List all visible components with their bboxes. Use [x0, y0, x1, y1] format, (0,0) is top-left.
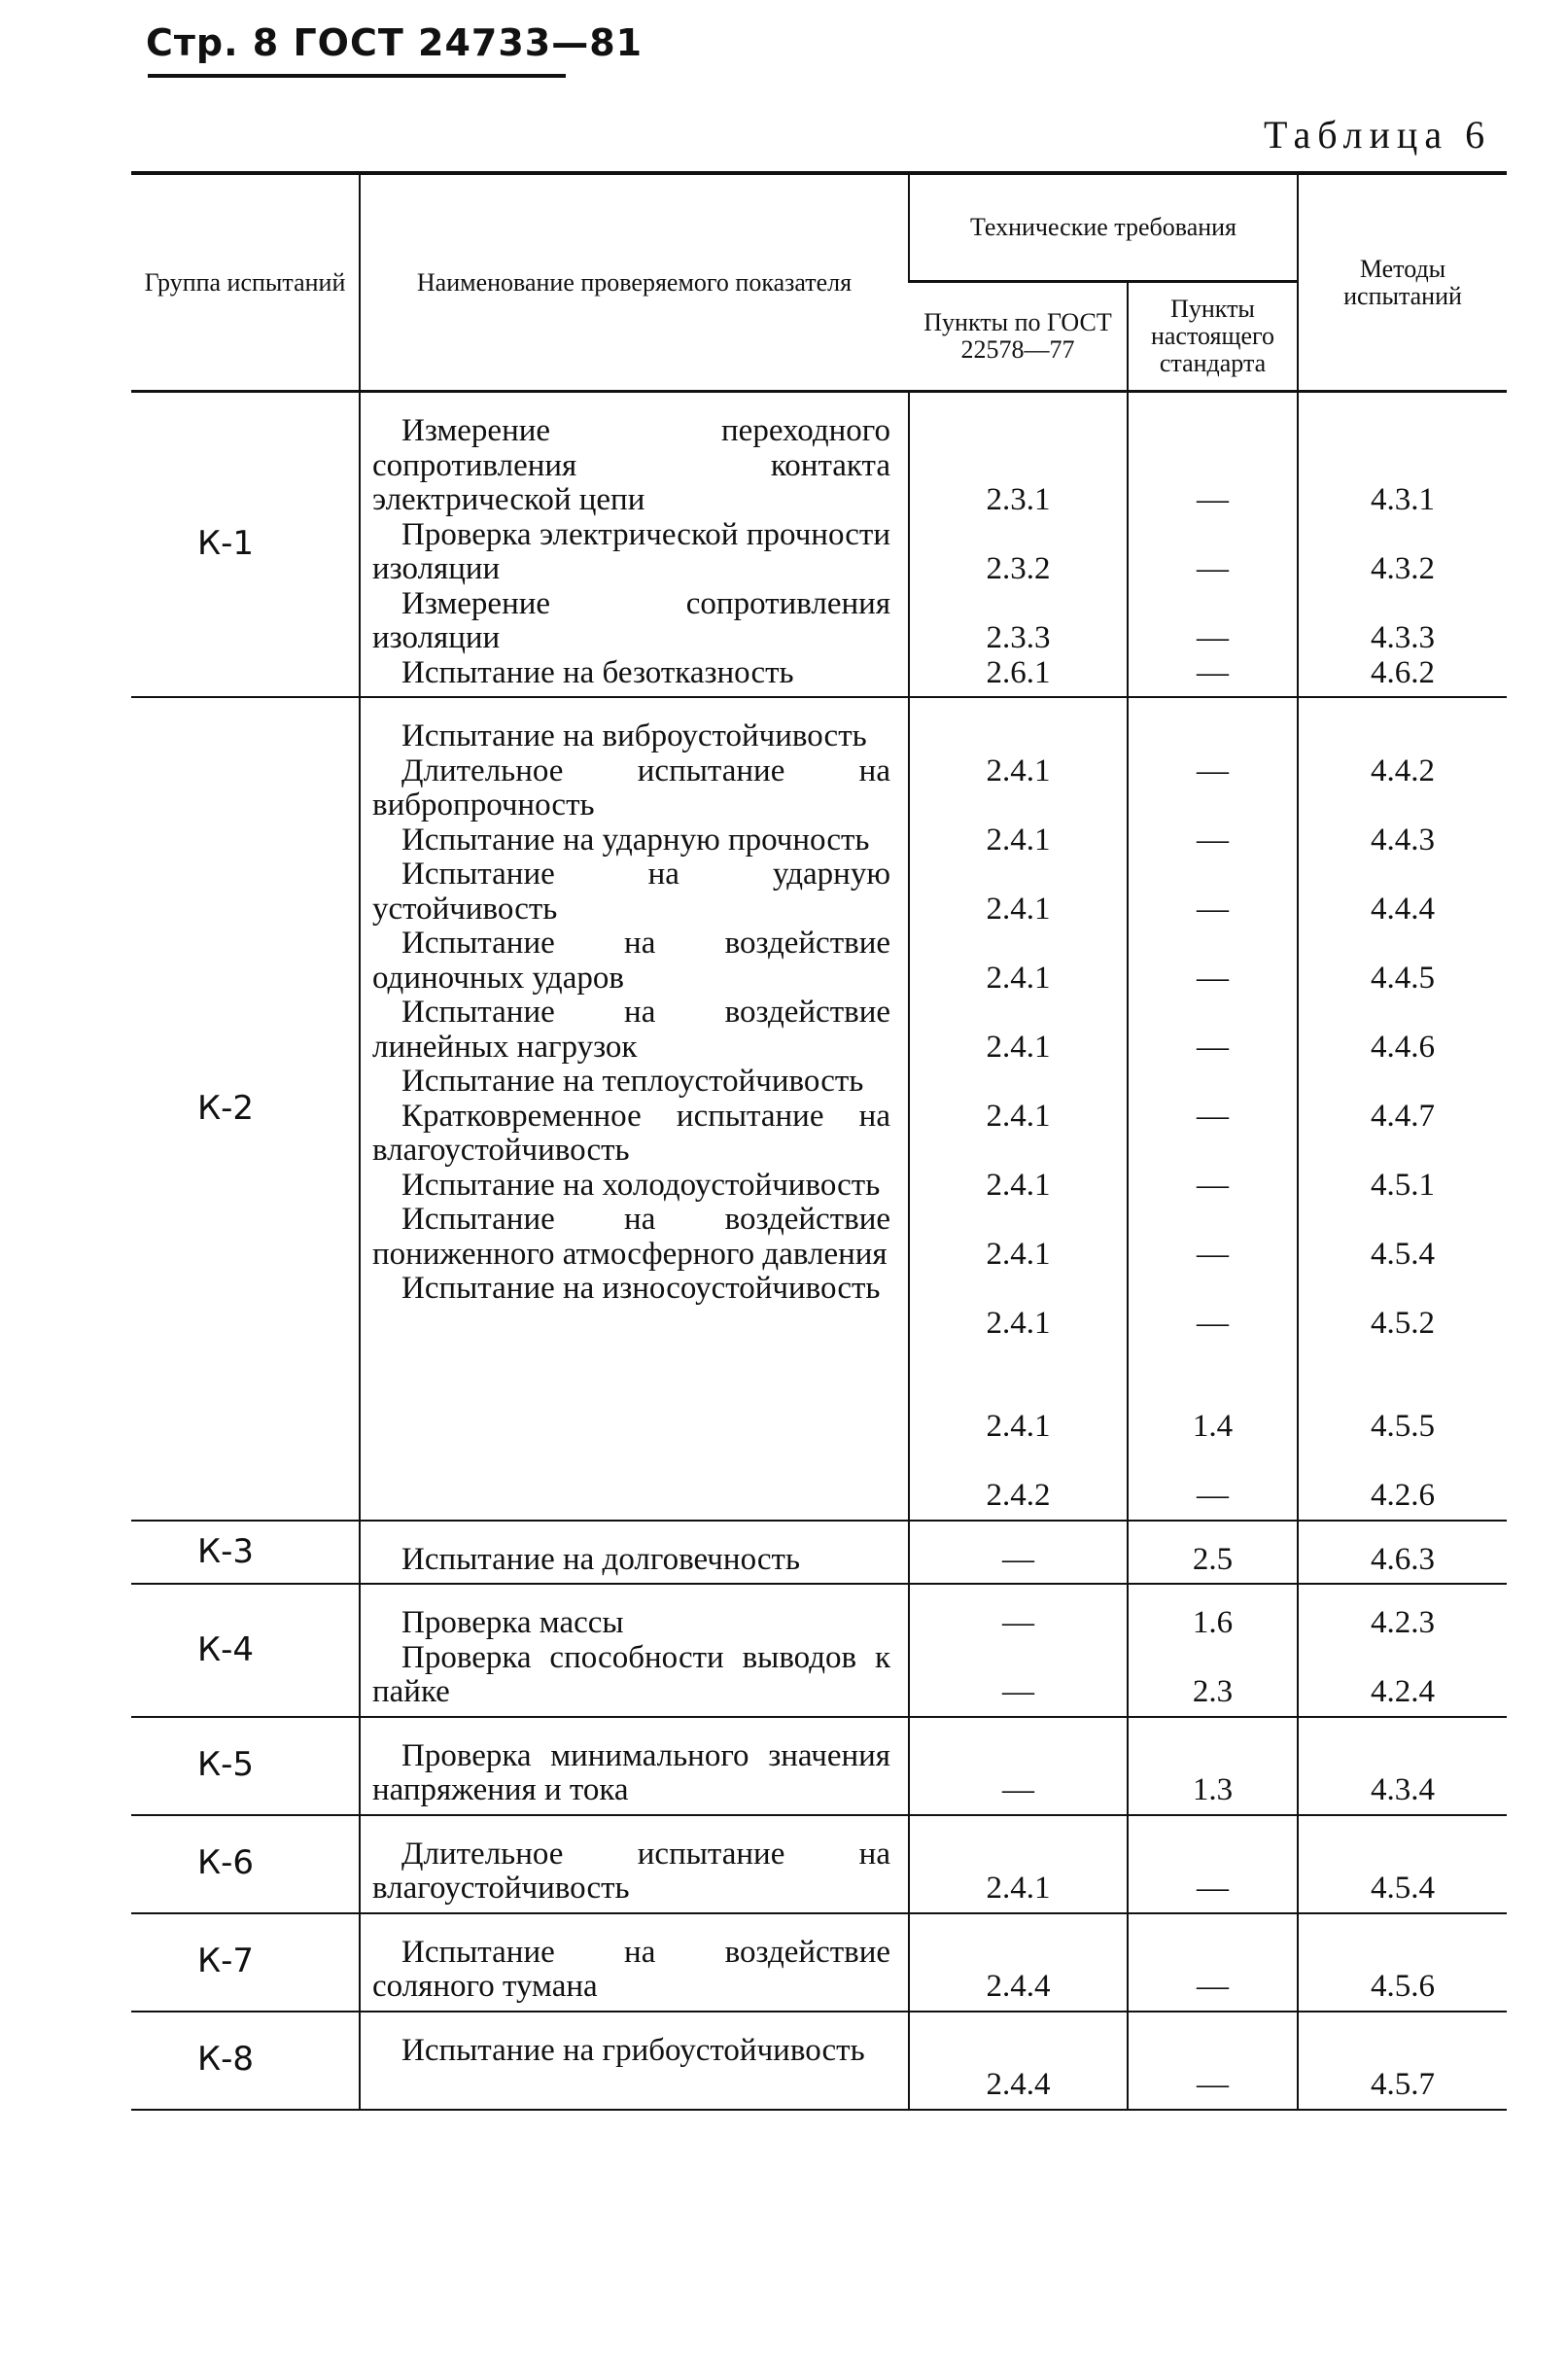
- name-cell: [360, 2012, 909, 2110]
- group-cell: К-5: [131, 1717, 360, 1815]
- name-cell: [360, 1815, 909, 1913]
- std-value: —: [1197, 1969, 1229, 2004]
- methods-value: 4.5.1: [1371, 1167, 1436, 1203]
- gost-cell: [909, 697, 1128, 1521]
- methods-cell: [1298, 1521, 1507, 1585]
- col-header-name: Наименование проверяемого показателя: [360, 173, 909, 392]
- methods-value: 4.5.4: [1371, 1236, 1436, 1272]
- std-value: —: [1197, 482, 1229, 517]
- name-cell: [360, 1717, 909, 1815]
- gost-value: 2.3.2: [986, 551, 1051, 586]
- methods-value: 4.2.6: [1371, 1478, 1436, 1513]
- col-header-group: Группа испытаний: [131, 173, 360, 392]
- methods-value: 4.4.6: [1371, 1029, 1436, 1065]
- table-row: [131, 1521, 1507, 1585]
- gost-value: 2.3.1: [986, 482, 1051, 517]
- test-name: Испытание на ударную прочность: [401, 822, 870, 858]
- gost-cell: [909, 1717, 1128, 1815]
- col-header-std: Пункты настоящего стандарта: [1128, 282, 1298, 392]
- std-cell: [1128, 1913, 1298, 2012]
- table-row: [131, 392, 1507, 698]
- gost-value: —: [1002, 1772, 1034, 1807]
- gost-value: 2.4.1: [986, 1167, 1051, 1203]
- std-value: —: [1197, 1478, 1229, 1513]
- table-row: [131, 697, 1507, 1521]
- gost-value: 2.4.4: [986, 1969, 1051, 2004]
- test-name: Испытание на виброустойчивость: [401, 718, 867, 753]
- table-head: [131, 173, 1507, 392]
- std-value: 1.4: [1192, 1409, 1234, 1444]
- test-name: Испытание на теплоустойчивость: [401, 1064, 864, 1099]
- methods-value: 4.6.2: [1371, 654, 1436, 690]
- gost-value: 2.4.1: [986, 891, 1051, 927]
- methods-cell: [1298, 697, 1507, 1521]
- std-value: —: [1197, 960, 1229, 996]
- gost-cell: [909, 1913, 1128, 2012]
- gost-value: 2.4.1: [986, 1098, 1051, 1134]
- gost-cell: [909, 1584, 1128, 1717]
- std-value: 2.3: [1192, 1674, 1234, 1709]
- methods-value: 4.3.1: [1371, 482, 1436, 517]
- std-cell: [1128, 392, 1298, 698]
- test-name: Проверка минимального значения напряжения и тока: [372, 1737, 890, 1807]
- group-cell: К-3: [131, 1521, 360, 1585]
- methods-value: 4.3.2: [1371, 551, 1436, 586]
- std-value: —: [1197, 551, 1229, 586]
- std-value: —: [1197, 620, 1229, 655]
- test-name: Кратковременное испытание на влагоустойчивость: [372, 1098, 890, 1168]
- test-name: Испытание на безотказность: [401, 654, 794, 690]
- gost-value: 2.4.1: [986, 1871, 1051, 1906]
- std-cell: [1128, 1584, 1298, 1717]
- gost-value: 2.4.4: [986, 2067, 1051, 2102]
- std-value: 1.3: [1192, 1772, 1234, 1807]
- test-name: Испытание на воздействие одиночных ударов: [372, 926, 890, 996]
- table-row: [131, 1913, 1507, 2012]
- table-row: [131, 1584, 1507, 1717]
- std-value: 1.6: [1192, 1605, 1234, 1640]
- std-value: —: [1197, 1871, 1229, 1906]
- test-name: Проверка способности выводов к пайке: [372, 1639, 890, 1709]
- test-name: Измерение переходного сопротивления контакта электрической цепи: [372, 413, 890, 517]
- std-value: —: [1197, 1098, 1229, 1134]
- gost-cell: [909, 392, 1128, 698]
- name-cell: [360, 392, 909, 698]
- methods-value: 4.4.4: [1371, 891, 1436, 927]
- std-cell: [1128, 2012, 1298, 2110]
- std-value: —: [1197, 1305, 1229, 1341]
- std-cell: [1128, 1521, 1298, 1585]
- page-header-text: Стр. 8 ГОСТ 24733—81: [146, 21, 644, 64]
- gost-value: 2.4.1: [986, 960, 1051, 996]
- methods-value: 4.2.4: [1371, 1674, 1436, 1709]
- test-table: [131, 171, 1507, 2111]
- name-cell: [360, 1584, 909, 1717]
- methods-value: 4.5.5: [1371, 1409, 1436, 1444]
- test-name: Испытание на воздействие пониженного атмосферного давления: [372, 1202, 890, 1272]
- methods-value: 4.5.4: [1371, 1871, 1436, 1906]
- methods-cell: [1298, 1717, 1507, 1815]
- group-cell: К-2: [131, 697, 360, 1521]
- test-name: Измерение сопротивления изоляции: [372, 585, 890, 655]
- methods-cell: [1298, 1584, 1507, 1717]
- test-name: Длительное испытание на вибропрочность: [372, 752, 890, 822]
- std-cell: [1128, 697, 1298, 1521]
- methods-value: 4.5.2: [1371, 1305, 1436, 1341]
- test-name: Испытание на грибоустойчивость: [401, 2032, 865, 2068]
- name-cell: [360, 697, 909, 1521]
- std-cell: [1128, 1717, 1298, 1815]
- std-value: —: [1197, 1236, 1229, 1272]
- gost-value: —: [1002, 1674, 1034, 1709]
- methods-cell: [1298, 1815, 1507, 1913]
- table-row: [131, 2012, 1507, 2110]
- gost-value: 2.4.1: [986, 822, 1051, 858]
- gost-value: —: [1002, 1605, 1034, 1640]
- table-row: [131, 1717, 1507, 1815]
- group-cell: К-6: [131, 1815, 360, 1913]
- methods-value: 4.4.7: [1371, 1098, 1436, 1134]
- gost-value: 2.4.1: [986, 1409, 1051, 1444]
- std-value: —: [1197, 2067, 1229, 2102]
- name-cell: [360, 1913, 909, 2012]
- methods-value: 4.4.5: [1371, 960, 1436, 996]
- methods-value: 4.4.3: [1371, 822, 1436, 858]
- test-name: Испытание на долговечность: [401, 1541, 801, 1577]
- methods-cell: [1298, 1913, 1507, 2012]
- methods-value: 4.5.6: [1371, 1969, 1436, 2004]
- gost-cell: [909, 1521, 1128, 1585]
- test-name: Испытание на износоустойчивость: [401, 1271, 881, 1306]
- methods-value: 4.3.4: [1371, 1772, 1436, 1807]
- table-body: [131, 392, 1507, 2110]
- header-underline: [148, 74, 566, 78]
- col-header-gost: Пункты по ГОСТ 22578—77: [909, 282, 1128, 392]
- test-name: Проверка массы: [401, 1605, 624, 1640]
- gost-value: 2.4.1: [986, 1305, 1051, 1341]
- methods-value: 4.2.3: [1371, 1605, 1436, 1640]
- methods-cell: [1298, 392, 1507, 698]
- table-caption: Таблица 6: [1264, 113, 1492, 157]
- gost-value: —: [1002, 1541, 1034, 1577]
- gost-cell: [909, 1815, 1128, 1913]
- gost-value: 2.4.1: [986, 1029, 1051, 1065]
- gost-value: 2.6.1: [986, 654, 1051, 690]
- test-name: Длительное испытание на влагоустойчивость: [372, 1836, 890, 1906]
- group-cell: К-4: [131, 1584, 360, 1717]
- gost-cell: [909, 2012, 1128, 2110]
- std-value: —: [1197, 752, 1229, 788]
- table-row: [131, 1815, 1507, 1913]
- group-cell: К-8: [131, 2012, 360, 2110]
- col-header-tech: Технические требования: [909, 173, 1298, 282]
- gost-value: 2.4.2: [986, 1478, 1051, 1513]
- std-value: —: [1197, 1167, 1229, 1203]
- group-cell: К-7: [131, 1913, 360, 2012]
- std-value: —: [1197, 891, 1229, 927]
- std-value: —: [1197, 654, 1229, 690]
- gost-value: 2.4.1: [986, 752, 1051, 788]
- gost-value: 2.4.1: [986, 1236, 1051, 1272]
- test-name: Испытание на холодоустойчивость: [401, 1167, 881, 1203]
- std-value: —: [1197, 1029, 1229, 1065]
- std-value: 2.5: [1192, 1541, 1234, 1577]
- std-value: —: [1197, 822, 1229, 858]
- methods-value: 4.3.3: [1371, 620, 1436, 655]
- methods-cell: [1298, 2012, 1507, 2110]
- col-header-methods: Методы испытаний: [1298, 173, 1507, 392]
- name-cell: [360, 1521, 909, 1585]
- group-cell: К-1: [131, 392, 360, 698]
- gost-value: 2.3.3: [986, 620, 1051, 655]
- std-cell: [1128, 1815, 1298, 1913]
- test-name: Испытание на ударную устойчивость: [372, 857, 890, 927]
- methods-value: 4.5.7: [1371, 2067, 1436, 2102]
- test-name: Испытание на воздействие линейных нагрузок: [372, 995, 890, 1065]
- test-name: Испытание на воздействие соляного тумана: [372, 1934, 890, 2004]
- test-name: Проверка электрической прочности изоляции: [372, 516, 890, 586]
- methods-value: 4.4.2: [1371, 752, 1436, 788]
- page-header: [146, 21, 644, 89]
- methods-value: 4.6.3: [1371, 1541, 1436, 1577]
